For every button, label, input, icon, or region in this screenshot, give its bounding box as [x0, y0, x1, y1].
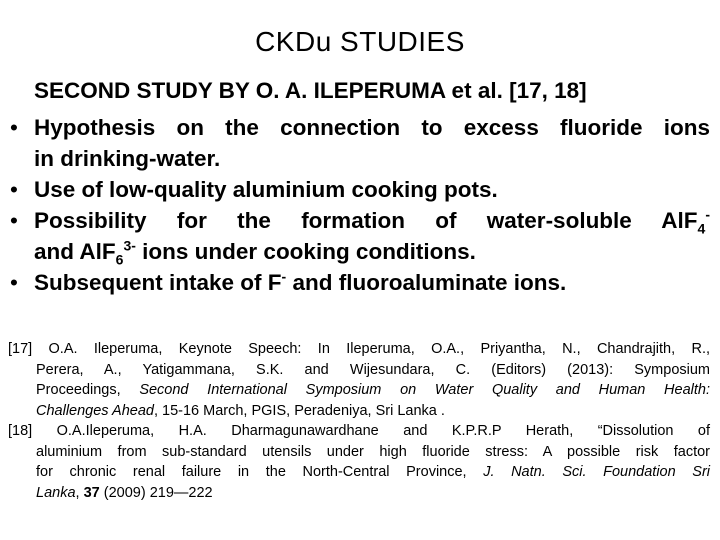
- study-subheading: SECOND STUDY BY O. A. ILEPERUMA et al. [17, 18]: [34, 78, 587, 103]
- formation-text-2: and AlF: [34, 239, 116, 264]
- formation-sub-6: 6: [115, 251, 124, 268]
- bullet-formation: [10, 205, 710, 268]
- reference-18-line1: [18] O.A.Ileperuma, H.A. Dharmagunawardhane and K.P.R.P Herath, “Dissolution of: [8, 423, 710, 439]
- reference-17: [8, 339, 710, 421]
- formation-sub-4: 4: [697, 220, 706, 237]
- bullet-formation-line1: [34, 205, 710, 236]
- reference-17-line4: [36, 403, 445, 419]
- bullet-hypothesis-line2: in drinking-water.: [34, 146, 221, 171]
- bullet-list: [10, 112, 710, 298]
- reference-18-line4: [36, 485, 213, 501]
- intake-text-2: and fluoroaluminate ions.: [286, 270, 567, 295]
- reference-17-line1: [17] O.A. Ileperuma, Keynote Speech: In Ileperuma, O.A., Priyantha, N., Chandrajith, R.,: [8, 341, 710, 357]
- bullet-hypothesis: [10, 112, 710, 174]
- reference-18: [8, 421, 710, 503]
- slide-title: CKDu STUDIES: [255, 26, 465, 57]
- formation-text-3: ions under cooking conditions.: [135, 239, 476, 264]
- reference-17-line4-text: , 15-16 March, PGIS, Peradeniya, Sri Lanka .: [153, 402, 445, 419]
- formation-text: Possibility for the formation of water-soluble AlF: [34, 208, 698, 233]
- intake-text: Subsequent intake of F: [34, 270, 282, 295]
- reference-18-body: [8, 442, 710, 504]
- reference-18-volume: 37: [83, 484, 100, 501]
- bullet-cooking-pots-text: Use of low-quality aluminium cooking pots.: [34, 177, 498, 202]
- reference-18-sep: ,: [75, 484, 84, 501]
- bullet-dot-icon: •: [10, 177, 18, 202]
- intake-sup-minus: -: [281, 268, 287, 285]
- reference-17-body: [8, 360, 710, 422]
- formation-sup-3minus: 3-: [123, 237, 136, 254]
- reference-18-line2: aluminium from sub-standard utensils under high fluoride stress: A possible risk factor: [36, 443, 710, 460]
- references: [8, 339, 710, 503]
- bullet-dot-icon: •: [10, 270, 18, 295]
- reference-18-line3: [36, 462, 710, 483]
- reference-18-journal-end: Lanka: [36, 484, 76, 501]
- reference-17-subtitle: Challenges Ahead: [36, 402, 154, 419]
- bullet-hypothesis-line1: Hypothesis on the connection to excess fluoride ions: [34, 115, 710, 140]
- reference-17-line3: [36, 380, 710, 401]
- reference-18-journal: J. Natn. Sci. Foundation Sri: [483, 464, 711, 480]
- reference-17-line2: Perera, A., Yatigammana, S.K. and Wijesundara, C. (Editors) (2013): Symposium: [36, 361, 710, 378]
- reference-18-pages: (2009) 219—222: [99, 484, 213, 501]
- reference-18-line3-text: for chronic renal failure in the North-Central Province,: [36, 464, 484, 480]
- reference-17-symposium-title: Second International Symposium on Water Quality and Human Health:: [139, 382, 710, 398]
- formation-sup-minus: -: [705, 206, 710, 223]
- reference-17-line3-text: Proceedings,: [36, 382, 140, 398]
- bullet-cooking-pots: [10, 174, 710, 205]
- bullet-intake: [10, 267, 710, 298]
- bullet-dot-icon: •: [10, 208, 18, 233]
- bullet-dot-icon: •: [10, 115, 18, 140]
- bullet-formation-line2: [34, 236, 710, 267]
